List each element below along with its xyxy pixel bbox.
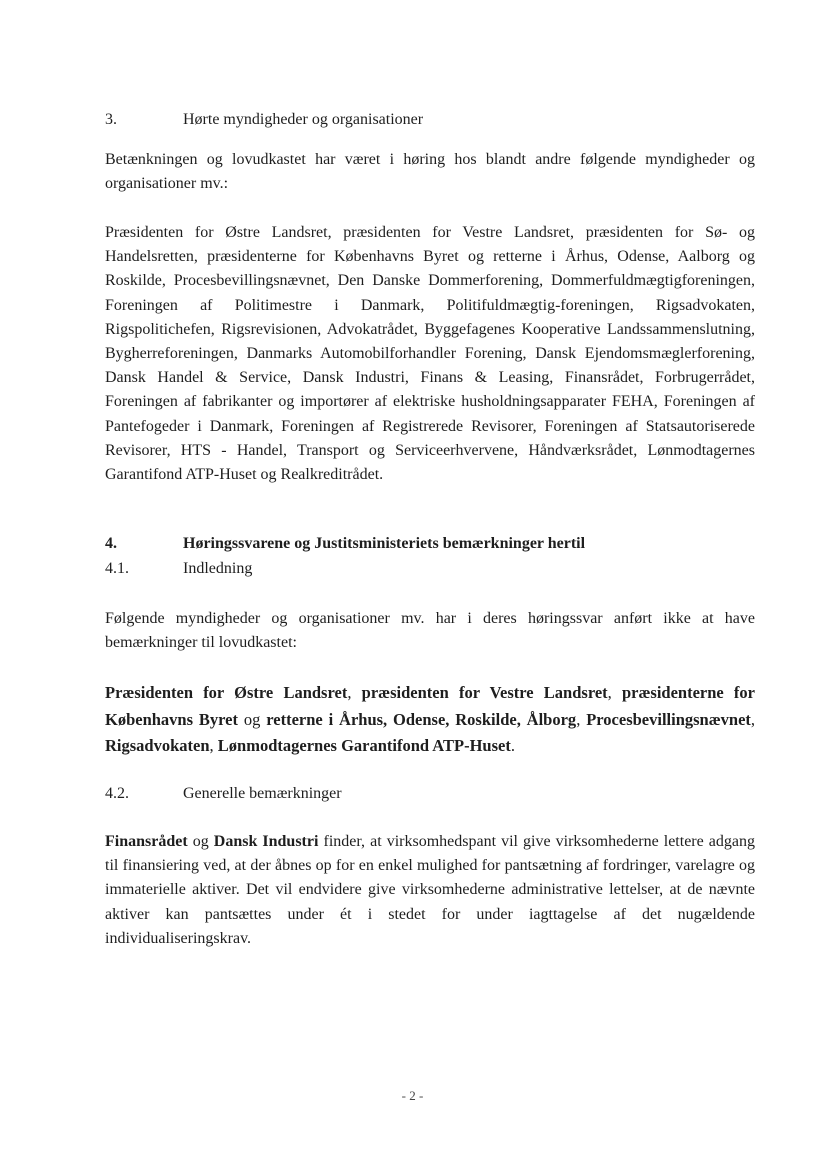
- separator: og: [238, 709, 267, 729]
- section-3-organisations: Præsidenten for Østre Landsret, præsidenten for Vestre Landsret, præsidenten for Sø- og Handelsretten, præsidenterne for Københavns Byret og retterne i Århus, Odense, Aalborg og Roskilde, Procesbevillingsnævnet, Den Danske Dommerforening, Dommerfuldmægtigforeningen, Foreningen af Politimestre i Danmark, Politifuldmægtig-foreningen, Rigsadvokaten, Rigspolitichefen, Rigsrevisionen, Advokatrådet, Byggefagenes Kooperative Landssammenslutning, Bygherreforeningen, Danmarks Automobilforhandler Forening, Dansk Ejendomsmæglerforening, Dansk Handel & Service, Dansk Industri, Finans & Leasing, Finansrådet, Forbrugerrådet, Foreningen af fabrikanter og importører af elektriske husholdningsapparater FEHA, Foreningen af Pantefogeder i Danmark, Foreningen af Registrerede Revisorer, Foreningen af Statsautoriserede Revisorer, HTS - Handel, Transport og Serviceerhvervene, Håndværksrådet, Lønmodtagernes Garantifond ATP-Huset og Realkreditrådet.: [105, 224, 755, 484]
- org-name: Præsidenten for Østre Landsret: [105, 683, 348, 702]
- section-number: 3.: [105, 111, 117, 128]
- section-4-heading: [105, 532, 585, 556]
- section-4-2-heading: [105, 782, 342, 806]
- section-title: Generelle bemærkninger: [183, 785, 342, 802]
- org-name: Rigsadvokaten: [105, 736, 210, 755]
- org-name: Lønmodtagernes Garantifond ATP-Huset: [217, 736, 511, 755]
- org-name: præsidenten for Vestre Landsret: [361, 683, 608, 702]
- separator: ,: [576, 709, 587, 729]
- text-segment: og: [187, 833, 214, 850]
- section-4-1-heading: [105, 557, 252, 581]
- section-3-heading: [105, 108, 423, 132]
- section-number: 4.2.: [105, 785, 129, 802]
- separator: ,: [209, 736, 218, 755]
- separator: ,: [347, 683, 362, 702]
- org-name: Procesbevillingsnævnet: [586, 709, 751, 729]
- org-name: retterne i Århus, Odense, Roskilde, Ålborg: [266, 709, 577, 729]
- separator: ,: [750, 709, 756, 729]
- org-name: præsidenterne for Københavns Byret: [105, 683, 756, 729]
- section-4-1-intro: Følgende myndigheder og organisationer mv. har i deres høringssvar anført ikke at have bemærkninger til lovudkastet:: [105, 610, 755, 652]
- section-number: 4.: [105, 535, 117, 552]
- org-name: Finansrådet: [105, 833, 188, 850]
- section-3-intro: Betænkningen og lovudkastet har været i høring hos blandt andre følgende myndigheder og organisationer mv.:: [105, 151, 755, 193]
- section-4-1-no-remarks-list: [105, 680, 755, 760]
- section-number: 4.1.: [105, 560, 129, 577]
- section-title: Indledning: [183, 560, 253, 577]
- section-4-2-paragraph: [105, 830, 755, 951]
- separator: .: [510, 736, 515, 755]
- page-number: - 2 -: [401, 1088, 424, 1103]
- text-segment: finder, at virksomhedspant vil give virksomhederne lettere adgang til finansiering ved, at der åbnes op for en enkel mulighed for pantsætning af fordringer, varelagre og immaterielle aktiver. Det vil endvidere give virksomhederne administrative lettelser, at de nævnte aktiver kan pantsættes under ét i stedet for under iagttagelse af det nugældende individualiseringskrav.: [105, 833, 755, 947]
- org-name: Dansk Industri: [213, 833, 319, 850]
- separator: ,: [607, 683, 622, 702]
- section-title: Høringssvarene og Justitsministeriets bemærkninger hertil: [183, 535, 586, 552]
- section-title: Hørte myndigheder og organisationer: [183, 111, 424, 128]
